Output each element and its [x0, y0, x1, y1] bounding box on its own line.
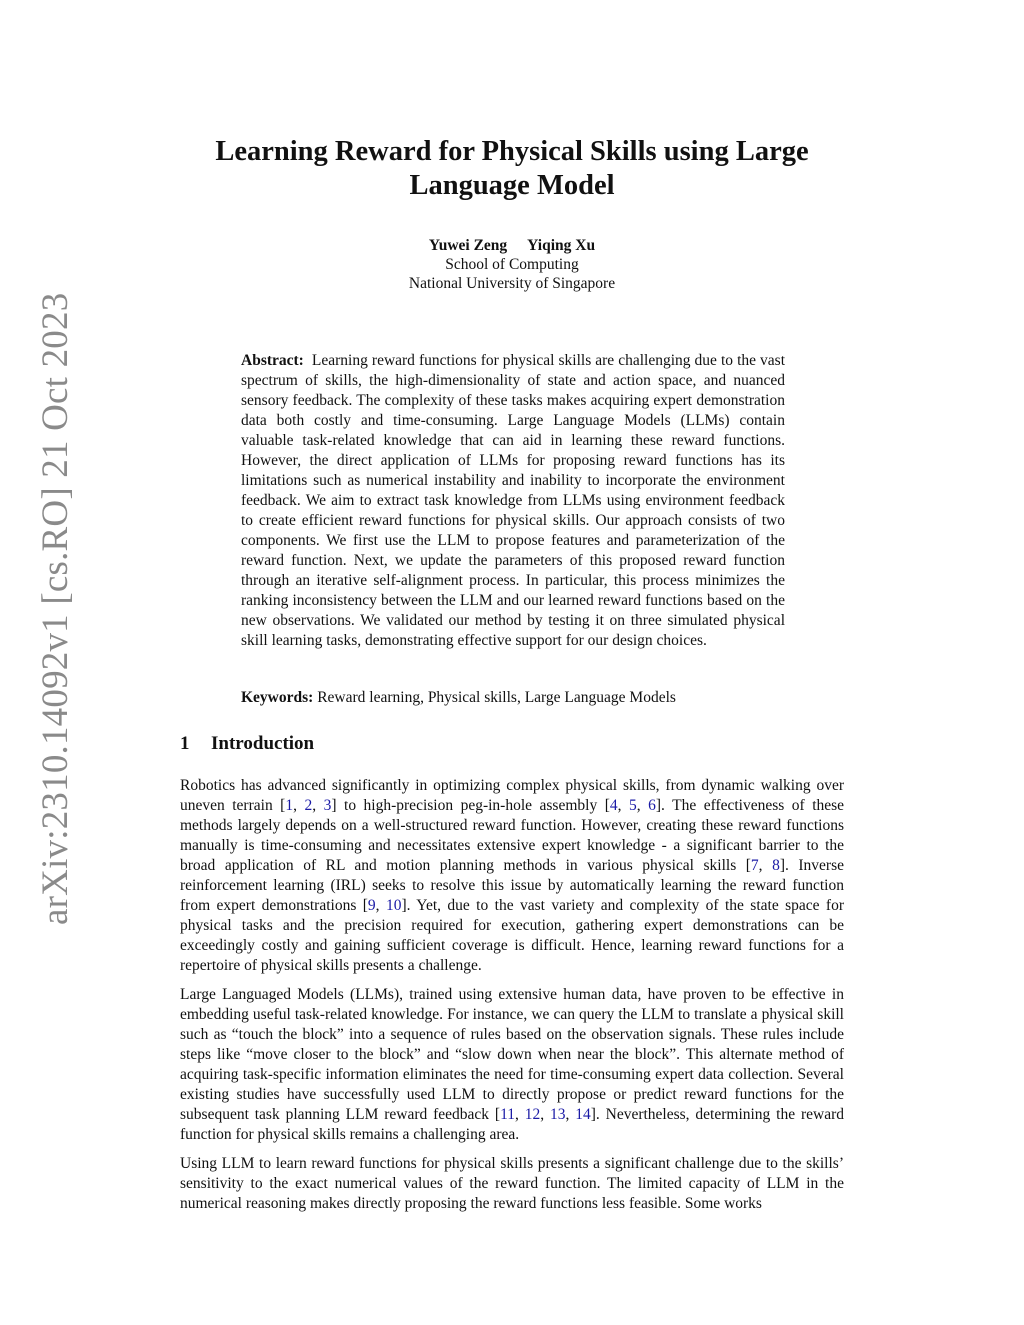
citation-separator: ,	[515, 1106, 525, 1123]
citation-separator: ,	[617, 797, 629, 814]
abstract-text: Learning reward functions for physical skills are challenging due to the vast spectrum of skills, the high-dimensionality of state and action space, and nuanced sensory feedback. The complexity of these tasks makes acquiring expert demonstration data both costly and time-consuming. Large Language Models (LLMs) contain valuable task-related knowledge that can aid in learning these reward functions. However, the direct application of LLMs for proposing reward functions has its limitations such as numerical instability and inability to incorporate the environment feedback. We aim to extract task knowledge from LLMs using environment feedback to create efficient reward functions for physical skills. Our approach consists of two components. We first use the LLM to propose features and parameterization of the reward function. Next, we update the parameters of this proposed reward function through an iterative self-alignment process. In particular, this process minimizes the ranking inconsistency between the LLM and our learned reward functions based on the new observations. We validated our method by testing it on three simulated physical skill learning tasks, demonstrating effective support for our design choices.	[241, 352, 786, 649]
keywords-label: Keywords:	[241, 689, 314, 706]
citation-link[interactable]: 12	[524, 1106, 541, 1123]
paragraph-text: ] to high-precision peg-in-hole assembly [	[331, 797, 610, 814]
paragraph-text: ]. The effectiveness of these methods largely depends on a well-structured reward function. However, creating these reward functions manually is time-consuming and necessitates extensive expert knowledge - a significant barrier to the broad application of RL and motion planning methods in various physical skills [	[180, 797, 845, 874]
citation-link[interactable]: 4	[609, 797, 618, 814]
citation-link[interactable]: 1	[285, 797, 294, 814]
citation-separator: ,	[758, 857, 773, 874]
paragraph-text: Using LLM to learn reward functions for physical skills presents a significant challenge due to the skills’ sensitivity to the exact numerical values of the reward function. The limited capacity of LLM in the numerical reasoning makes directly proposing the reward functions less feasible. Some works	[180, 1155, 844, 1212]
paper-title	[180, 135, 844, 203]
citation-separator: ,	[636, 797, 649, 814]
citation-link[interactable]: 2	[304, 797, 313, 814]
body-paragraph	[180, 1154, 844, 1214]
body-paragraph	[180, 985, 844, 1145]
title-line: Language Model	[409, 170, 615, 201]
citation-link[interactable]: 6	[648, 797, 656, 814]
keywords	[241, 688, 801, 708]
paragraph-text: Robotics has advanced significantly in optimizing complex physical skills, from dynamic walking over uneven terrain [	[180, 777, 844, 814]
arxiv-identifier-stamp: arXiv:2310.14092v1 [cs.RO] 21 Oct 2023	[35, 292, 76, 925]
section-heading-introduction	[180, 731, 314, 757]
keywords-text: Reward learning, Physical skills, Large Language Models	[317, 689, 676, 706]
author-names	[180, 236, 844, 255]
author-name: Yiqing Xu	[527, 237, 596, 254]
abstract	[241, 351, 785, 651]
citation-link[interactable]: 3	[323, 797, 332, 814]
citation-separator: ,	[540, 1106, 550, 1123]
affiliation-line: National University of Singapore	[408, 275, 616, 292]
paragraph-text: Large Languaged Models (LLMs), trained using extensive human data, have proven to be effective in embedding useful task-related knowledge. For instance, we can query the LLM to translate a physical skill such as “touch the block” into a sequence of rules based on the observation signals. These rules include steps like “move closer to the block” and “slow down when near the block”. This alternate method of acquiring task-specific information eliminates the need for time-consuming expert data collection. Several existing studies have successfully used LLM to directly propose or predict reward functions for the subsequent task planning LLM reward feedback [	[180, 986, 844, 1123]
section-number: 1	[180, 733, 190, 754]
citation-link[interactable]: 13	[550, 1106, 566, 1123]
citation-link[interactable]: 7	[750, 857, 759, 874]
author-name: Yuwei Zeng	[428, 237, 508, 254]
citation-link[interactable]: 11	[500, 1106, 516, 1123]
citation-link[interactable]: 10	[385, 897, 402, 914]
citation-link[interactable]: 9	[367, 897, 376, 914]
paragraph-text: ]. Nevertheless, determining the reward function for physical skills remains a challenging area.	[180, 1106, 844, 1143]
citation-separator: ,	[293, 797, 305, 814]
author-block	[180, 236, 844, 293]
body-paragraph	[180, 776, 844, 976]
citation-link[interactable]: 5	[628, 797, 637, 814]
citation-separator: ,	[565, 1106, 576, 1123]
abstract-label: Abstract:	[241, 352, 304, 369]
citation-separator: ,	[312, 797, 324, 814]
citation-separator: ,	[375, 897, 386, 914]
citation-link[interactable]: 8	[772, 857, 780, 874]
section-title: Introduction	[211, 733, 315, 754]
title-line: Learning Reward for Physical Skills using Large	[215, 136, 809, 167]
citation-link[interactable]: 14	[575, 1106, 591, 1123]
paragraph-text: ]. Yet, due to the vast variety and complexity of the state space for physical tasks and the precision required for execution, gathering expert demonstrations can be exceedingly costly and gaining sufficient coverage is difficult. Hence, learning reward functions for a repertoire of physical skills presents a challenge.	[180, 897, 845, 974]
affiliation-line: School of Computing	[445, 256, 579, 273]
paragraph-text: ]. Inverse reinforcement learning (IRL) seeks to resolve this issue by automatically learning the reward function from expert demonstrations [	[180, 857, 845, 914]
